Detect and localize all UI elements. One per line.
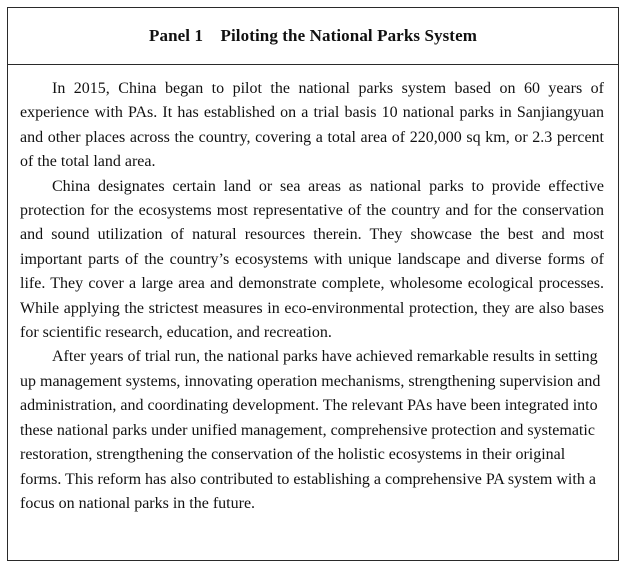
paragraph-trial-results: After years of trial run, the national parks have achieved remarkable results in setting up management systems, innovating operation mechanisms, strengthening supervision and administration, and coordinating development. The relevant PAs have been integrated into these national parks under unified management, comprehensive protection and systematic restoration, strengthening the conservation of the holistic ecosystems in their original forms. This reform has also contributed to establishing a comprehensive PA system with a focus on national parks in the future. xyxy=(20,348,601,512)
panel-box xyxy=(7,7,619,561)
panel-body xyxy=(8,65,618,516)
panel-title: Panel 1 Piloting the National Parks System xyxy=(149,26,477,45)
panel-header xyxy=(8,8,618,65)
paragraph-trial-parks: In 2015, China began to pilot the national parks system based on 60 years of experience with PAs. It has established on a trial basis 10 national parks in Sanjiangyuan and other places across the country, covering a total area of 220,000 sq km, or 2.3 percent of the total land area. xyxy=(20,80,604,171)
paragraph-designation: China designates certain land or sea areas as national parks to provide effective protection for the ecosystems most representative of the country and for the conservation and sound utilization of natural resources therein. They showcase the best and most important parts of the country’s ecosystems with unique landscape and diverse forms of life. They cover a large area and demonstrate complete, wholesome ecological processes. While applying the strictest measures in eco-environmental protection, they are also bases for scientific research, education, and recreation. xyxy=(20,177,604,342)
